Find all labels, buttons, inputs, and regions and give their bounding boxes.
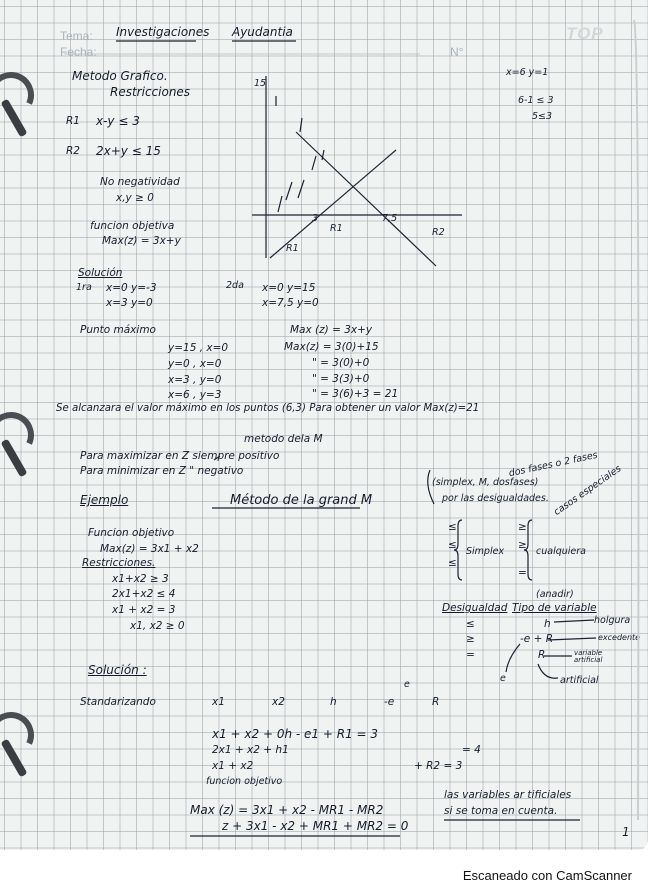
side-check-1: x=6 y=1 xyxy=(506,67,549,78)
no-negatividad: No negatividad xyxy=(100,176,180,188)
std-solucion: Solución : xyxy=(88,663,147,677)
holgura-note: holgura xyxy=(594,615,631,626)
col-e-small: e xyxy=(404,679,410,690)
ge-row: ≥ xyxy=(466,633,475,645)
eq-sym: = xyxy=(518,567,527,579)
punto-row-2-eval: " = 3(0)+0 xyxy=(312,357,370,369)
tema-value-2: Ayudantia xyxy=(232,25,293,39)
le-sym: ≤ xyxy=(448,521,457,533)
side-check-2: 6-1 ≤ 3 xyxy=(518,95,554,106)
conclusion: Se alcanzara el valor máximo en los puntos (6,3) Para obtener un valor Max(z)=21 xyxy=(56,403,480,414)
metodo-m-subtitle: metodo dela M xyxy=(244,433,323,445)
notes-casos: casos especiales xyxy=(551,463,624,518)
punto-row-3-eval: " = 3(3)+0 xyxy=(312,373,370,385)
cualquiera-label: cualquiera xyxy=(536,546,586,557)
ejemplo-label: Ejemplo xyxy=(80,493,129,507)
graph-r1-label-2: R1 xyxy=(286,243,299,254)
fo-eq: Max(z) = 3x1 + x2 xyxy=(100,543,199,555)
e-r-var: -e + R xyxy=(520,633,554,645)
punto-row-1-pt: y=15 , x=0 xyxy=(168,342,229,354)
fecha-label: Fecha: xyxy=(60,45,97,59)
punto-row-4-pt: x=6 , y=3 xyxy=(168,389,222,401)
col-x2: x2 xyxy=(272,696,285,708)
graph-r1-label: R1 xyxy=(330,223,343,234)
r1-eq: x-y ≤ 3 xyxy=(96,114,140,128)
punto-maximo-title: Punto máximo xyxy=(80,324,156,336)
p1a: x=0 y=-3 xyxy=(106,282,157,294)
axis-label-75: 7,5 xyxy=(382,213,398,224)
tema-value: Investigaciones xyxy=(116,25,210,39)
note-cuenta: si se toma en cuenta. xyxy=(444,805,558,817)
std-max-1: Max (z) = 3x1 + x2 - MR1 - MR2 xyxy=(190,803,384,817)
artificial-note: artificial xyxy=(560,675,599,686)
punto-row-1-eval: Max(z) = 3(0)+15 xyxy=(284,341,379,353)
punto-row-4-eval: " = 3(6)+3 = 21 xyxy=(312,388,399,400)
restricciones-label: Restricciones. xyxy=(82,557,156,569)
camscanner-watermark: Escaneado con CamScanner xyxy=(462,868,632,883)
p1b: x=3 y=0 xyxy=(106,297,153,309)
punto-row-3-pt: x=3 , y=0 xyxy=(168,374,222,386)
std-row-2: 2x1 + x2 + h1 xyxy=(212,744,289,756)
axis-label-15: 15 xyxy=(254,78,267,89)
ge-sym: ≥ xyxy=(518,539,527,551)
excedente-note: excedente xyxy=(598,633,641,642)
artificial-variable-note: variable artificial xyxy=(574,649,603,664)
grafico-title: Metodo Grafico. xyxy=(72,69,168,83)
note-artificiales: las variables ar tificiales xyxy=(444,789,572,801)
r2-eq: 2x+y ≤ 15 xyxy=(96,144,161,158)
le-sym: ≤ xyxy=(448,539,457,551)
e-small: e xyxy=(500,673,506,684)
grafico-restricciones: Restricciones xyxy=(110,85,191,99)
tipo-variable-header: Tipo de variable xyxy=(512,602,597,614)
std-max-2: z + 3x1 - x2 + MR1 + MR2 = 0 xyxy=(222,819,409,833)
graph-r2-label: R2 xyxy=(432,227,445,238)
constraint-3: x1 + x2 = 3 xyxy=(112,604,176,616)
maximizar-rule: Para maximizar en Z siempre positivo xyxy=(80,450,280,462)
col-x1: x1 xyxy=(212,696,225,708)
fo-label: Funcion objetivo xyxy=(88,527,175,539)
anadir-label: (anadir) xyxy=(536,589,574,600)
std-row-3: x1 + x2 xyxy=(212,760,254,772)
col-h: h xyxy=(330,696,337,708)
constraint-2: 2x1+x2 ≤ 4 xyxy=(112,588,176,600)
notes-dos-fases: dos fases o 2 fases xyxy=(507,449,599,480)
standarizando-label: Standarizando xyxy=(80,696,156,708)
std-row-2-rhs: = 4 xyxy=(462,744,481,756)
punto-maximo-header: Max (z) = 3x+y xyxy=(290,324,373,336)
constraint-4: x1, x2 ≥ 0 xyxy=(130,620,185,632)
desigualdad-header: Desigualdad xyxy=(442,602,508,614)
p2b: x=7,5 y=0 xyxy=(262,297,319,309)
r1-line xyxy=(270,150,396,258)
side-check-3: 5≤3 xyxy=(532,111,553,122)
r2-label: R2 xyxy=(66,145,80,157)
ge-sym: ≥ xyxy=(518,521,527,533)
le-sym: ≤ xyxy=(448,557,457,569)
segunda-label: 2da xyxy=(226,280,244,291)
h-var: h xyxy=(544,618,551,630)
primera-label: 1ra xyxy=(76,282,92,293)
col-e: -e xyxy=(384,696,395,708)
r1-label: R1 xyxy=(66,115,80,127)
punto-row-2-pt: y=0 , x=0 xyxy=(168,358,222,370)
std-fo-label: funcion objetivo xyxy=(206,776,283,787)
max-z: Max(z) = 3x+y xyxy=(102,235,181,247)
solucion-title: Solución xyxy=(78,267,123,279)
std-row-3-rhs: + R2 = 3 xyxy=(414,760,463,772)
simplex-label: Simplex xyxy=(466,546,505,557)
minimizar-rule: Para minimizar en Z " negativo xyxy=(80,465,244,477)
col-R: R xyxy=(432,696,440,708)
constraint-1: x1+x2 ≥ 3 xyxy=(112,573,169,585)
le-row: ≤ xyxy=(466,618,475,630)
funcion-objetiva: funcion objetiva xyxy=(90,220,175,232)
tema-label: Tema: xyxy=(60,29,93,43)
notes-desigualdades: por las desigualdades. xyxy=(442,493,549,504)
no-negatividad-eq: x,y ≥ 0 xyxy=(116,192,154,204)
page-number: 1 xyxy=(622,825,630,839)
n-label: N° xyxy=(450,45,464,59)
std-row-1: x1 + x2 + 0h - e1 + R1 = 3 xyxy=(212,727,379,741)
r-var: R xyxy=(538,649,546,661)
notes-methods: (simplex, M, dosfases) xyxy=(432,477,539,488)
p2a: x=0 y=15 xyxy=(262,282,316,294)
r2-line xyxy=(296,132,436,266)
axis-label-3: 3 xyxy=(312,213,319,224)
gran-m-title: Método de la grand M xyxy=(230,493,373,508)
eq-row: = xyxy=(466,649,475,661)
brand-logo: TOP xyxy=(566,24,604,43)
